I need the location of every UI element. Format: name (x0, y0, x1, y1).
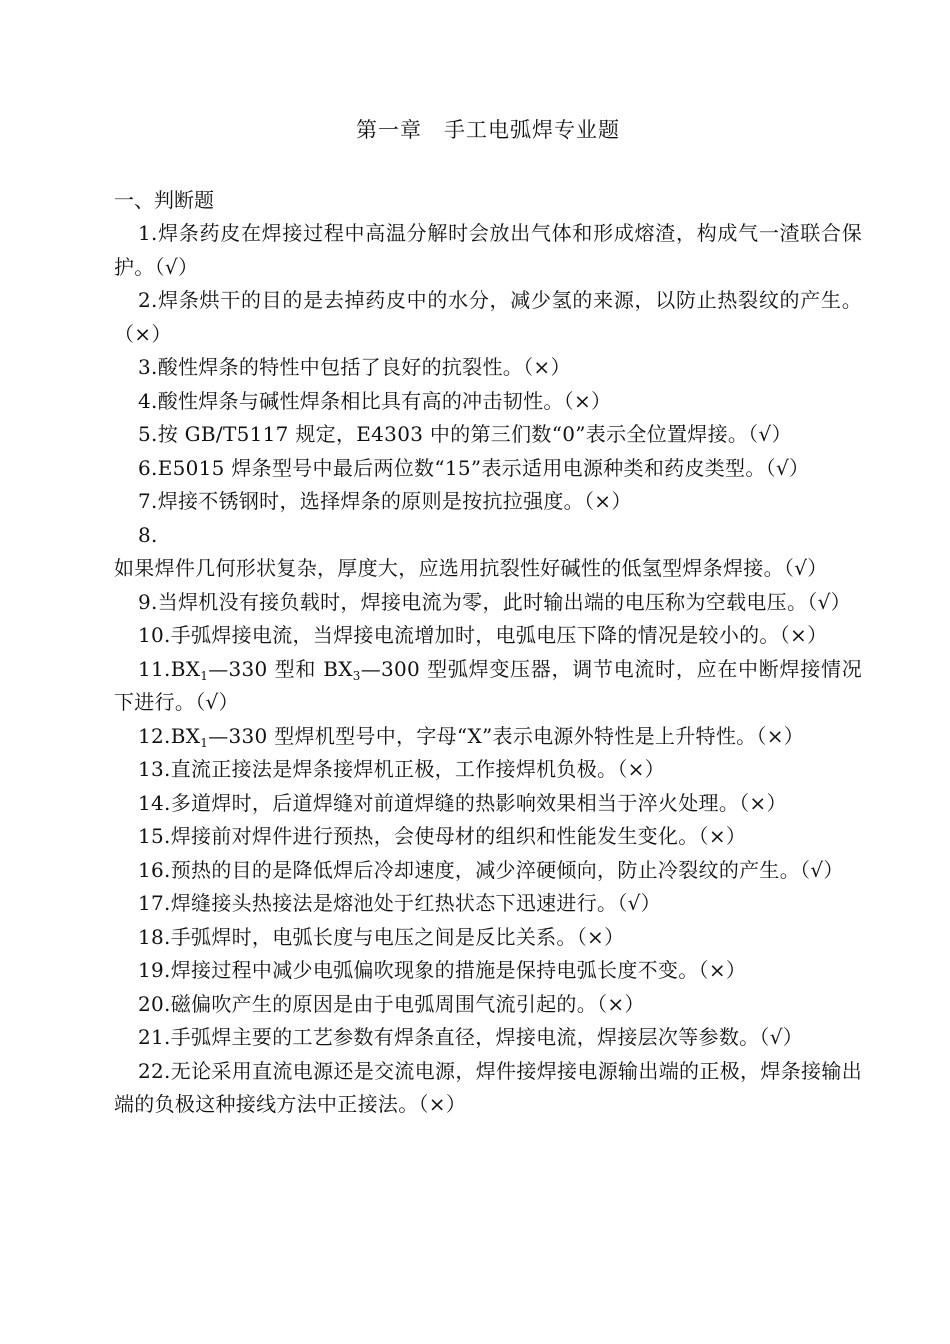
question-text-part: BX (170, 723, 201, 748)
question-number: 1. (138, 221, 158, 245)
question-item (114, 887, 862, 921)
question-number: 7. (138, 489, 158, 513)
document-page (114, 112, 862, 1122)
question-number: 5. (138, 422, 158, 446)
question-text: 手弧焊时，电弧长度与电压之间是反比关系。（×） (170, 924, 625, 949)
question-list (114, 217, 862, 1122)
question-item (114, 921, 862, 955)
question-number: 19. (138, 958, 171, 982)
question-text: 如果焊件几何形状复杂，厚度大，应选用抗裂性好碱性的低氢型焊条焊接。（√） (114, 556, 828, 580)
question-text: 焊接前对焊件进行预热，会使母材的组织和性能发生变化。（×） (170, 824, 747, 848)
question-text-part: —300 型弧焊变压器，调节电流时，应在中断焊接情况下进行。（√） (114, 656, 862, 714)
question-number: 10. (138, 623, 171, 647)
question-text: 焊接不锈钢时，选择焊条的原则是按抗拉强度。（×） (157, 489, 632, 513)
question-item (114, 753, 862, 787)
question-text-part: —330 型和 BX (208, 656, 353, 681)
question-number: 12. (138, 723, 171, 748)
question-number: 3. (138, 355, 158, 379)
question-item (114, 787, 862, 821)
question-item (114, 586, 862, 620)
question-text: 当焊机没有接负载时，焊接电流为零，此时输出端的电压称为空载电压。（√） (157, 589, 851, 614)
question-item (114, 519, 862, 586)
question-item (114, 1055, 862, 1122)
question-item (114, 452, 862, 486)
page-title: 第一章 手工电弧焊专业题 (356, 118, 620, 142)
question-text: E5015 焊条型号中最后两位数“15”表示适用电源种类和药皮类型。（√） (157, 455, 810, 480)
question-item (114, 284, 862, 351)
question-number: 18. (138, 924, 171, 949)
question-number: 15. (138, 824, 171, 848)
question-item (114, 619, 862, 653)
question-text: 焊接过程中减少电弧偏吹现象的措施是保持电弧长度不变。（×） (170, 958, 747, 982)
question-text: 酸性焊条的特性中包括了良好的抗裂性。（×） (157, 355, 571, 379)
question-item (114, 854, 862, 888)
question-text: 多道焊时，后道焊缝对前道焊缝的热影响效果相当于淬火处理。（×） (170, 790, 787, 815)
question-item (114, 351, 862, 385)
question-number: 6. (138, 455, 158, 480)
question-text-part: BX (170, 656, 201, 681)
question-number: 16. (138, 857, 171, 882)
question-number: 22. (138, 1058, 171, 1083)
question-item (114, 720, 862, 754)
question-number: 14. (138, 790, 171, 815)
question-text: 焊条烘干的目的是去掉药皮中的水分，减少氢的来源，以防止热裂纹的产生。（×） (114, 288, 862, 346)
question-number: 11. (138, 656, 171, 681)
question-text: 预热的目的是降低焊后冷却速度，减少淬硬倾向，防止冷裂纹的产生。（√） (170, 857, 844, 882)
question-text: 焊条药皮在焊接过程中高温分解时会放出气体和形成熔渣，构成气一渣联合保护。（√） (114, 221, 862, 279)
question-number: 20. (138, 991, 171, 1016)
question-text: 磁偏吹产生的原因是由于电弧周围气流引起的。（×） (170, 991, 645, 1016)
subscript: 1 (200, 668, 209, 683)
question-number: 4. (138, 388, 158, 413)
question-item (114, 385, 862, 419)
question-item (114, 418, 862, 452)
question-number: 17. (138, 891, 171, 915)
question-text: 按 GB/T5117 规定，E4303 中的第三们数“0”表示全位置焊接。（√） (157, 422, 792, 446)
question-item (114, 217, 862, 284)
subscript: 3 (352, 668, 361, 683)
question-text: 手弧焊接电流，当焊接电流增加时，电弧电压下降的情况是较小的。（×） (170, 623, 828, 647)
question-number: 8. (138, 522, 158, 547)
question-text: 酸性焊条与碱性焊条相比具有高的冲击韧性。（×） (157, 388, 612, 413)
section-heading: 一、判断题 (114, 188, 214, 212)
question-item (114, 1021, 862, 1055)
question-number: 2. (138, 288, 158, 312)
question-text: 无论采用直流电源还是交流电源，焊件接焊接电源输出端的正极，焊条接输出端的负极这种接线方法中正接法。（×） (114, 1058, 862, 1116)
question-number: 13. (138, 757, 171, 781)
question-item (114, 485, 862, 519)
question-text: 手弧焊主要的工艺参数有焊条直径，焊接电流，焊接层次等参数。（√） (170, 1025, 804, 1049)
question-number: 21. (138, 1025, 171, 1049)
question-item (114, 653, 862, 720)
question-text-part: —330 型焊机型号中，字母“X”表示电源外特性是上升特性。（×） (208, 723, 805, 748)
question-item (114, 988, 862, 1022)
question-number: 9. (138, 589, 158, 614)
question-text: 直流正接法是焊条接焊机正极，工作接焊机负极。（×） (170, 757, 665, 781)
question-text: 焊缝接头热接法是熔池处于红热状态下迅速进行。（√） (170, 891, 661, 915)
question-item (114, 954, 862, 988)
subscript: 1 (200, 735, 209, 750)
question-item (114, 820, 862, 854)
